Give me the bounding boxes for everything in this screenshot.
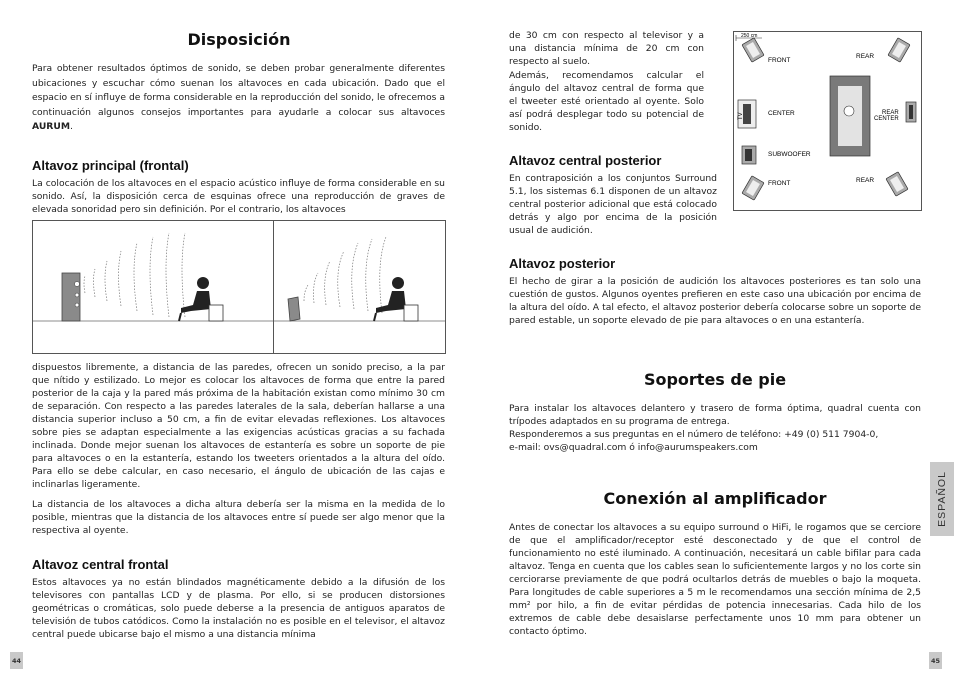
center-speaker-heading: Altavoz central frontal: [32, 557, 169, 572]
main-speaker-paragraph: La colocación de los altavoces en el espacio acústico influye de forma considerable en su sonido. Así, la disposición cerca de esquinas ofrece una reproducción de graves de elevada sonoridad pero sin definición. Por el contrario, los altavoces: [32, 178, 445, 215]
rear-right-speaker-icon: [888, 38, 910, 62]
rear-center-label-2: CENTER: [874, 116, 899, 122]
tv-label: TV: [738, 112, 744, 120]
amplifier-title: Conexión al amplificador: [603, 489, 827, 508]
center-speaker-paragraph: Estos altavoces ya no están blindados magnéticamente debido a la difusión de los televisores con pantallas LCD y de plasma. Por ello, si se producen distorsiones geométricas o cromáticas, solo puede deberse a la presencia de antiguos aparatos de televisión de tubos catódicos. Como la instalación no es posible en el televisor, el altavoz central puede ubicarse bajo el mismo a una distancia mínima: [32, 577, 445, 640]
front-left-speaker-icon: [742, 38, 764, 62]
language-tab-label: ESPAÑOL: [936, 471, 948, 527]
subwoofer-label: SUBWOOFER: [768, 151, 811, 158]
language-tab: [930, 462, 954, 536]
amplifier-paragraph: Antes de conectar los altavoces a su equipo surround o HiFi, le rogamos que se cerciore de que el amplificador/receptor esté desconectado y de que el control de funcionamiento no esté iluminado. A continuación, necesitará un cable bifilar para cada altavoz. Tenga en cuenta que los cables sean lo suficientemente largos y no los corte sin cerciorarse previamente de que podrá ocultarlos detrás de muebles o bajo la moqueta. Para longitudes de cable superiores a 5 m le recomendamos una sección mínima de 2,5 mm² por hilo, a fin de evitar pérdidas de potencia innecesarias. Cada hilo de los extremos de cable debe desaislarse perfectamente unos 10 mm para obtener un contacto óptimo.: [509, 522, 921, 637]
main-speaker-paragraph-cont: dispuestos libremente, a distancia de las paredes, ofrecen un sonido preciso, a la par que nítido y estilizado. Lo mejor es colocar los altavoces de forma que entre la pared posterior de la caja y la pared más próxima de la habitación existan como mínimo 30 cm de separación. Con respecto a las paredes laterales de la sala, deberían hallarse a una distancia superior incluso a 50 cm, a fin de evitar elevadas reflexiones. Los altavoces sobre pies se adaptan especialmente a las exigencias acústicas gracias a su fachada inclinada. Donde mejor suenan los altavoces de estantería es sobre un soporte de pie para altavoces o en la estantería, estando los tweeters orientados a la altura del oído. Para ello se debe calcular, en caso necesario, el ángulo de ubicación de las cajas e inclinarlas ligeramente.: [32, 362, 445, 490]
rear-top-label: REAR: [856, 53, 875, 60]
intro-end: .: [69, 121, 73, 132]
stand-placement-illustration: [273, 220, 446, 354]
rear-speaker-heading: Altavoz posterior: [509, 256, 616, 271]
corner-placement-illustration: [32, 220, 274, 354]
main-speaker-paragraph-end: La distancia de los altavoces a dicha altura debería ser la misma en la medida de lo posible, mientras que la distancia de los altavoces entre sí puede ser algo menor que la respectiva al oyente.: [32, 499, 445, 536]
front-right-speaker-icon: [742, 176, 764, 200]
intro-text: Para obtener resultados óptimos de sonido, se deben probar generalmente diferentes ubicaciones y escuchar cómo suenan los altavoces en cada ubicación. Dado que el espacio en sí influye de forma considerable en la reproducción del sonido, le ofrecemos a continuación algunos consejos importantes para ayudarle a colocar sus altavoces: [32, 63, 445, 118]
rear-bottom-label: REAR: [856, 177, 875, 184]
phone-line: Responderemos a sus preguntas en el número de teléfono: +49 (0) 511 7904-0,: [509, 429, 879, 440]
intro-paragraph: [32, 62, 445, 135]
rear-left-speaker-icon: [886, 172, 908, 196]
rear-center-speaker-icon: [906, 102, 916, 122]
main-speaker-heading: Altavoz principal (frontal): [32, 158, 189, 173]
rear-center-label-1: REAR: [882, 110, 899, 116]
page-number-left: 44: [10, 652, 23, 669]
center-speaker-continued: de 30 cm con respecto al televisor y a una distancia mínima de 20 cm con respecto al suelo.: [509, 30, 704, 67]
center-speaker-advice: Además, recomendamos calcular el ángulo del altavoz central de forma que el tweeter esté orientado al oyente. Solo así podrá desplegar todo su potencial de sonido.: [509, 70, 704, 133]
front-bottom-label: FRONT: [768, 180, 791, 187]
email-line: e-mail: ovs@quadral.com ó info@aurumspeakers.com: [509, 442, 758, 453]
stands-paragraph: Para instalar los altavoces delantero y trasero de forma óptima, quadral cuenta con trípodes adaptados en su programa de entrega.: [509, 403, 921, 427]
subwoofer-icon: [742, 146, 756, 164]
rear-speaker-paragraph: El hecho de girar a la posición de audición los altavoces posteriores es tan solo una cuestión de gustos. Algunos oyentes prefieren en este caso una ubicación por encima de la altura del oído. A tal efecto, el altavoz posterior debería colocarse sobre un soporte de pared estable, un soporte elevado de pie para altavoces o en una estantería.: [509, 276, 921, 326]
page-title: Disposición: [187, 30, 291, 49]
stands-title: Soportes de pie: [643, 370, 787, 389]
front-top-label: FRONT: [768, 57, 791, 64]
center-label: CENTER: [768, 110, 795, 117]
surround-layout-diagram: [733, 31, 922, 211]
rear-center-heading: Altavoz central posterior: [509, 153, 662, 168]
brand-name: AURUM: [32, 121, 70, 132]
page-number-right: 45: [929, 652, 942, 669]
distance-label: 250 cm: [741, 33, 758, 39]
rear-center-paragraph: En contraposición a los conjuntos Surround 5.1, los sistemas 6.1 disponen de un altavoz central posterior adicional que está colocado detrás y algo por encima de la posición usual de audición.: [509, 173, 717, 236]
